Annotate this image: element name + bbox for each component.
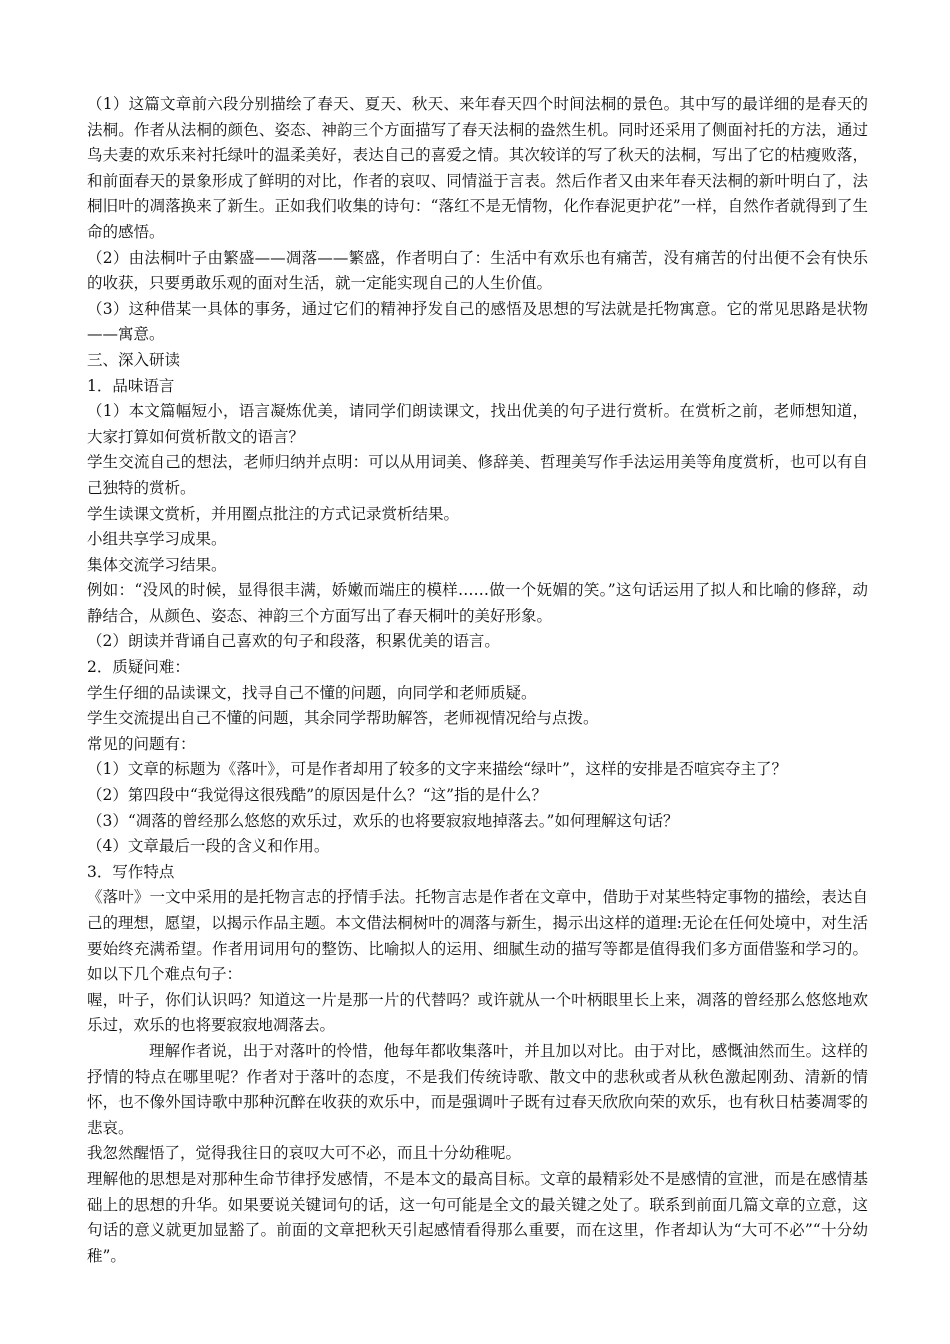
paragraph-understanding-1: 理解作者说，出于对落叶的怜惜，他每年都收集落叶，并且加以对比。由于对比，感慨油然而生。这样的抒情的特点在哪里呢？作者对于落叶的态度，不是我们传统诗歌、散文中的悲秋或者从秋色激起刚劲、清新的情怀，也不像外国诗歌中那种沉醉在收获的欢乐中，而是强调叶子既有过春天欣欣向荣的欢乐，也有秋日枯萎凋零的悲哀。 bbox=[87, 1041, 868, 1137]
quote-awakening: 我忽然醒悟了，觉得我往日的哀叹大可不必，而且十分幼稚呢。 bbox=[87, 1144, 522, 1163]
question-item-2: （2）第四段中“我觉得这很残酷”的原因是什么？“这”指的是什么？ bbox=[87, 786, 548, 805]
paragraph-analysis-3: （3）这种借某一具体的事务，通过它们的精神抒发自己的感悟及思想的写法就是托物寓意。它的常见思路是状物——寓意。 bbox=[87, 299, 868, 344]
paragraph-understanding-2: 理解他的思想是对那种生命节律抒发感情，不是本文的最高目标。文章的最精彩处不是感情的宣泄，而是在感情基础上的思想的升华。如果要说关键词句的话，这一句可能是全文的最关键之处了。联系到前面几篇文章的立意，这句话的意义就更加显豁了。前面的文章把秋天引起感情看得那么重要，而在这里，作者却认为“大可不必”“十分幼稚”。 bbox=[87, 1169, 868, 1265]
paragraph-writing-features: 《落叶》一文中采用的是托物言志的抒情手法。托物言志是作者在文章中，借助于对某些特定事物的描绘，表达自己的理想，愿望，以揭示作品主题。本文借法桐树叶的凋落与新生，揭示出这样的道理:无论在任何处境中，对生活要始终充满希望。作者用词用句的整饬、比喻拟人的运用、细腻生动的描写等都是值得我们多方面借鉴和学习的。如以下几个难点句子： bbox=[87, 888, 868, 984]
paragraph-analysis-2: （2）由法桐叶子由繁盛——凋落——繁盛，作者明白了：生活中有欢乐也有痛苦，没有痛苦的付出便不会有快乐的收获，只要勇敢乐观的面对生活，就一定能实现自己的人生价值。 bbox=[87, 248, 868, 293]
paragraph-analysis-1: （1）这篇文章前六段分别描绘了春天、夏天、秋天、来年春天四个时间法桐的景色。其中写的最详细的是春天的法桐。作者从法桐的颜色、姿态、神韵三个方面描写了春天法桐的盎然生机。同时还采用了侧面衬托的方法，通过鸟夫妻的欢乐来衬托绿叶的温柔美好，表达自己的喜爱之情。其次较详的写了秋天的法桐，写出了它的枯瘦败落，和前面春天的景象形成了鲜明的对比，作者的哀叹、同情溢于言表。然后作者又由来年春天法桐的新叶明白了，法桐旧叶的凋落换来了新生。正如我们收集的诗句：“落红不是无情物，化作春泥更护花”一样，自然作者就得到了生命的感悟。 bbox=[87, 95, 868, 241]
question-item-1: （1）文章的标题为《落叶》，可是作者却用了较多的文字来描绘“绿叶”，这样的安排是否喧宾夺主了？ bbox=[87, 760, 787, 779]
paragraph-example: 例如：“没风的时候，显得很丰满，娇嫩而端庄的模样……做一个妩媚的笑。”这句话运用了拟人和比喻的修辞，动静结合，从颜色、姿态、神韵三个方面写出了春天桐叶的美好形象。 bbox=[87, 581, 868, 625]
paragraph-reading-annotation: 学生读课文赏析，并用圈点批注的方式记录赏析结果。 bbox=[87, 504, 460, 523]
question-item-4: （4）文章最后一段的含义和作用。 bbox=[87, 837, 330, 856]
paragraph-language-1: （1）本文篇幅短小，语言凝炼优美，请同学们朗读课文，找出优美的句子进行赏析。在赏析之前，老师想知道，大家打算如何赏析散文的语言？ bbox=[87, 402, 868, 446]
subheading-writing-features: 3．写作特点 bbox=[87, 862, 175, 881]
paragraph-group-share: 小组共享学习成果。 bbox=[87, 530, 227, 549]
paragraph-questioning-1: 学生仔细的品读课文，找寻自己不懂的问题，向同学和老师质疑。 bbox=[87, 683, 537, 702]
subheading-questioning: 2．质疑问难： bbox=[87, 658, 190, 677]
quote-leaves: 喔，叶子，你们认识吗？知道这一片是那一片的代替吗？或许就从一个叶柄眼里长上来，凋落的曾经那么悠悠地欢乐过，欢乐的也将要寂寂地凋落去。 bbox=[87, 990, 868, 1035]
paragraph-collective-exchange: 集体交流学习结果。 bbox=[87, 555, 227, 574]
paragraph-questioning-2: 学生交流提出自己不懂的问题，其余同学帮助解答，老师视情况给与点拨。 bbox=[87, 709, 599, 728]
paragraph-common-questions: 常见的问题有： bbox=[87, 734, 196, 753]
question-item-3: （3）“凋落的曾经那么悠悠的欢乐过，欢乐的也将要寂寂地掉落去。”如何理解这句话？ bbox=[87, 811, 679, 830]
paragraph-language-2: （2）朗读并背诵自己喜欢的句子和段落，积累优美的语言。 bbox=[87, 632, 500, 651]
subheading-language: 1．品味语言 bbox=[87, 376, 175, 395]
section-heading-deep-reading: 三、深入研读 bbox=[87, 350, 181, 369]
paragraph-student-exchange: 学生交流自己的想法，老师归纳并点明：可以从用词美、修辞美、哲理美写作手法运用美等角度赏析，也可以有自己独特的赏析。 bbox=[87, 453, 868, 497]
